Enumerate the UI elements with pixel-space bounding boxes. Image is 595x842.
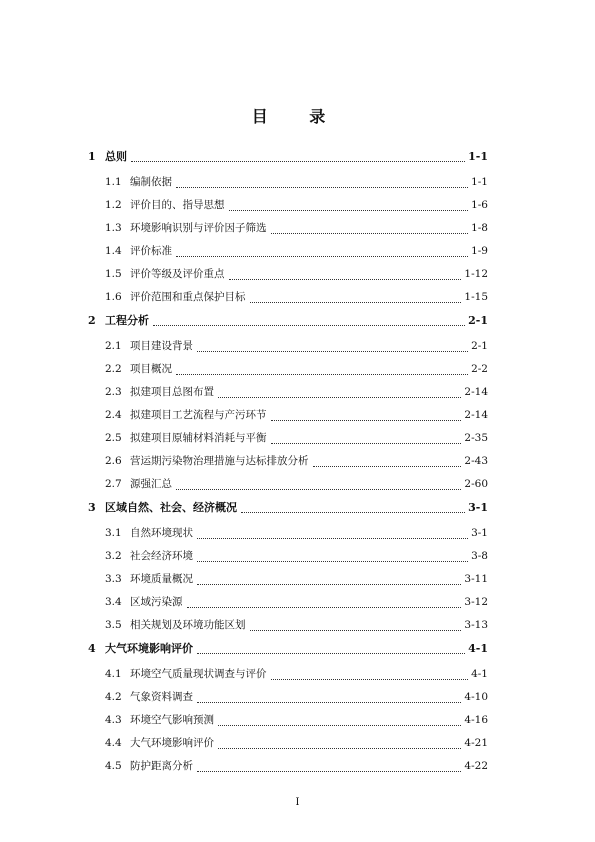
toc-entry-page: 4-1 [468,642,488,655]
toc-entry-number: 3 [88,501,96,514]
toc-entry-number: 4.2 [105,691,122,703]
toc-entry-title: 总则 [105,150,127,163]
toc-entry-page: 2-14 [464,409,488,421]
toc-entry-title: 评价目的、指导思想 [130,199,225,211]
toc-title: 目 录 [251,107,344,126]
toc-entry-page: 4-22 [464,760,488,772]
toc-entry-title: 工程分析 [105,314,149,327]
toc-entry-title: 气象资料调查 [130,691,193,703]
toc-dot-leader [176,239,468,257]
toc-entry-number: 1.1 [105,176,122,188]
toc-dot-leader [131,144,465,162]
toc-dot-leader [271,216,469,234]
toc-dot-leader [197,544,468,562]
toc-entry-number: 3.4 [105,596,122,608]
toc-dot-leader [197,334,468,352]
toc-entry-number: 4.3 [105,714,122,726]
toc-entry-page: 4-16 [464,714,488,726]
toc-entry-number: 3.3 [105,573,122,585]
toc-entry-page: 1-6 [471,199,488,211]
toc-entry-number: 3.2 [105,550,122,562]
toc-entry-title: 自然环境现状 [130,527,193,539]
toc-dot-leader [250,613,462,631]
toc-dot-leader [176,472,461,490]
toc-entry-title: 营运期污染物治理措施与达标排放分析 [130,455,309,467]
toc-entry-page: 2-1 [471,340,488,352]
toc-entry-title: 大气环境影响评价 [105,642,193,655]
toc-entry-number: 4.5 [105,760,122,772]
toc-dot-leader [187,590,462,608]
toc-entry-title: 防护距离分析 [130,760,193,772]
toc-dot-leader [176,170,468,188]
toc-entry-title: 环境影响识别与评价因子筛选 [130,222,267,234]
page-number: I [295,797,300,808]
toc-entry-page: 3-13 [464,619,488,631]
toc-dot-leader [218,731,461,749]
toc-entry-page: 4-1 [471,668,488,680]
toc-entry-number: 2.5 [105,432,122,444]
toc-entry-page: 3-1 [468,501,488,514]
toc-entry-page: 2-2 [471,363,488,375]
toc-entry-number: 2.1 [105,340,122,352]
toc-entry-page: 1-9 [471,245,488,257]
toc-entry-number: 1.3 [105,222,122,234]
toc-entry-title: 评价等级及评价重点 [130,268,225,280]
toc-entry-title: 拟建项目原辅材料消耗与平衡 [130,432,267,444]
toc-entry-title: 环境质量概况 [130,573,193,585]
toc-entry-title: 区域自然、社会、经济概况 [105,501,237,514]
toc-dot-leader [250,285,462,303]
toc-dot-leader [197,754,461,772]
toc-entry-title: 拟建项目工艺流程与产污环节 [130,409,267,421]
toc-entry-page: 1-8 [471,222,488,234]
toc-entry-title: 评价标准 [130,245,172,257]
toc-entry-title: 环境空气影响预测 [130,714,214,726]
toc-entry-number: 2.2 [105,363,122,375]
toc-entry-title: 区域污染源 [130,596,183,608]
toc-dot-leader [271,662,469,680]
toc-entry-page: 1-12 [464,268,488,280]
toc-entry-page: 2-43 [464,455,488,467]
toc-entry-page: 1-1 [468,150,488,163]
toc-entry-title: 社会经济环境 [130,550,193,562]
toc-entry-page: 3-1 [471,527,488,539]
toc-entry-number: 1 [88,150,96,163]
toc-entry-page: 3-11 [464,573,488,585]
toc-dot-leader [229,193,469,211]
toc-dot-leader [313,449,462,467]
toc-dot-leader [229,262,462,280]
toc-entry-number: 2.7 [105,478,122,490]
toc-entry-number: 2.4 [105,409,122,421]
toc-entry-title: 项目概况 [130,363,172,375]
toc-entry-page: 2-60 [464,478,488,490]
toc-dot-leader [271,403,462,421]
toc-dot-leader [241,495,465,513]
toc-entry-page: 4-21 [464,737,488,749]
toc-entry-page: 2-1 [468,314,488,327]
toc-entry-title: 拟建项目总图布置 [130,386,214,398]
toc-entry-title: 项目建设背景 [130,340,193,352]
toc-entry-title: 编制依据 [130,176,172,188]
toc-dot-leader [218,380,461,398]
toc-entry[interactable] [88,758,488,781]
toc-entry-title: 大气环境影响评价 [130,737,214,749]
toc-entry-title: 相关规划及环境功能区划 [130,619,246,631]
toc-entry-number: 4 [88,642,96,655]
toc-entry-number: 4.4 [105,737,122,749]
toc-dot-leader [197,685,461,703]
toc-entry-title: 评价范围和重点保护目标 [130,291,246,303]
toc-dot-leader [271,426,462,444]
toc-dot-leader [197,521,468,539]
toc-entry-number: 2.6 [105,455,122,467]
toc-entry-title: 源强汇总 [130,478,172,490]
toc-entry-number: 3.5 [105,619,122,631]
toc-entry-number: 4.1 [105,668,122,680]
toc-entry-number: 1.2 [105,199,122,211]
toc-entry-title: 环境空气质量现状调查与评价 [130,668,267,680]
toc-dot-leader [176,357,468,375]
toc-dot-leader [218,708,461,726]
toc-entry-page: 3-8 [471,550,488,562]
toc-dot-leader [197,636,465,654]
toc-entry-page: 1-1 [471,176,488,188]
toc-entry-page: 4-10 [464,691,488,703]
toc-entry-number: 1.4 [105,245,122,257]
toc-entry-page: 2-14 [464,386,488,398]
toc-entry-page: 3-12 [464,596,488,608]
toc-entry-number: 3.1 [105,527,122,539]
table-of-contents [88,148,488,781]
toc-entry-number: 2.3 [105,386,122,398]
toc-entry-number: 2 [88,314,96,327]
toc-entry-number: 1.6 [105,291,122,303]
toc-entry-number: 1.5 [105,268,122,280]
toc-entry-page: 2-35 [464,432,488,444]
toc-dot-leader [153,308,465,326]
toc-dot-leader [197,567,461,585]
toc-entry-page: 1-15 [464,291,488,303]
